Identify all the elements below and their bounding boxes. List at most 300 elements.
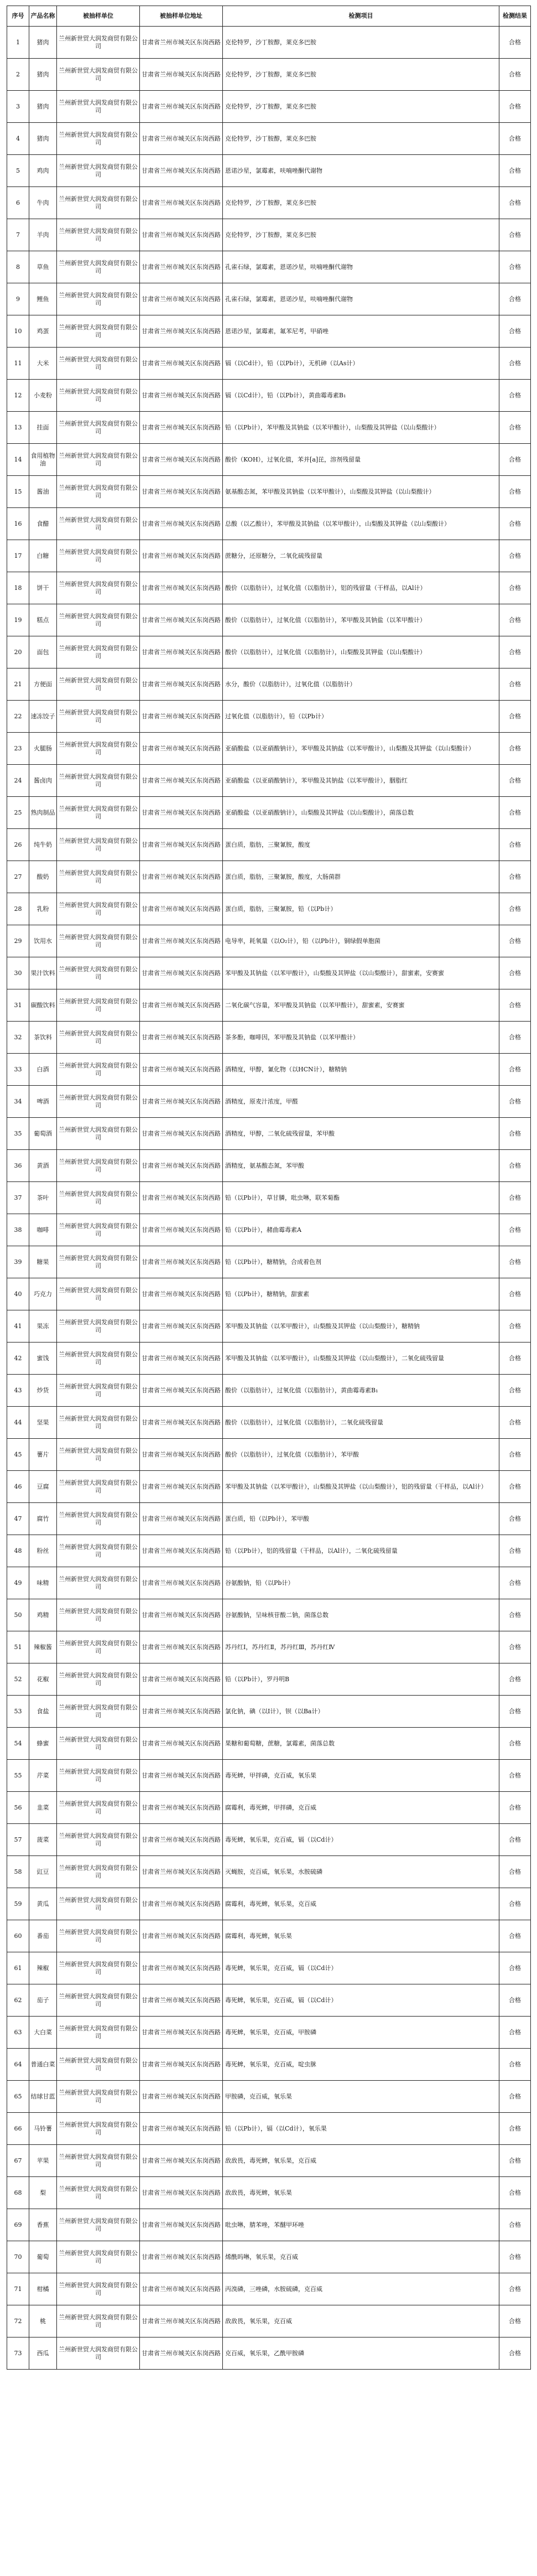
cell-test-items: 铅（以Pb计），草甘膦，吡虫啉，联苯菊酯 — [223, 1182, 499, 1214]
cell-sampled-unit-address: 甘肃省兰州市城关区东岗西路 — [140, 1824, 223, 1856]
table-row — [7, 957, 531, 989]
cell-test-result: 合格 — [499, 1792, 531, 1824]
cell-test-items: 克百威，氧乐果，乙酰甲胺磷 — [223, 2337, 499, 2370]
table-row — [7, 348, 531, 380]
table-row — [7, 1888, 531, 1920]
cell-index: 40 — [7, 1278, 29, 1310]
cell-test-items: 丙溴磷，三唑磷，水胺硫磷，克百威 — [223, 2273, 499, 2305]
cell-sampled-unit: 兰州新世贸大润发商贸有限公司 — [57, 1375, 140, 1407]
cell-product-name: 鸡蛋 — [29, 315, 57, 348]
cell-test-result: 合格 — [499, 701, 531, 733]
cell-test-result: 合格 — [499, 1535, 531, 1567]
cell-test-items: 敌敌畏，氧乐果，克百威 — [223, 2305, 499, 2337]
table-row — [7, 1246, 531, 1278]
cell-index: 58 — [7, 1856, 29, 1888]
cell-sampled-unit: 兰州新世贸大润发商贸有限公司 — [57, 1118, 140, 1150]
table-row — [7, 668, 531, 701]
cell-sampled-unit: 兰州新世贸大润发商贸有限公司 — [57, 1856, 140, 1888]
cell-sampled-unit-address: 甘肃省兰州市城关区东岗西路 — [140, 572, 223, 604]
cell-sampled-unit-address: 甘肃省兰州市城关区东岗西路 — [140, 508, 223, 540]
cell-index: 61 — [7, 1952, 29, 1984]
cell-product-name: 菠菜 — [29, 1824, 57, 1856]
cell-test-items: 蛋白质，脂肪，三聚氰胺，酸度，大肠菌群 — [223, 861, 499, 893]
table-row — [7, 1952, 531, 1984]
cell-index: 32 — [7, 1022, 29, 1054]
cell-test-items: 恩诺沙星，氯霉素，呋喃唑酮代谢物 — [223, 155, 499, 187]
cell-product-name: 葡萄酒 — [29, 1118, 57, 1150]
cell-product-name: 茄子 — [29, 1984, 57, 2017]
cell-sampled-unit-address: 甘肃省兰州市城关区东岗西路 — [140, 123, 223, 155]
cell-sampled-unit-address: 甘肃省兰州市城关区东岗西路 — [140, 1760, 223, 1792]
cell-test-items: 烯酰吗啉，氧乐果，克百威 — [223, 2241, 499, 2273]
table-row — [7, 283, 531, 315]
cell-sampled-unit: 兰州新世贸大润发商贸有限公司 — [57, 1182, 140, 1214]
table-row — [7, 1182, 531, 1214]
cell-test-result: 合格 — [499, 2273, 531, 2305]
cell-sampled-unit-address: 甘肃省兰州市城关区东岗西路 — [140, 1054, 223, 1086]
cell-sampled-unit-address: 甘肃省兰州市城关区东岗西路 — [140, 155, 223, 187]
cell-sampled-unit-address: 甘肃省兰州市城关区东岗西路 — [140, 2337, 223, 2370]
cell-sampled-unit: 兰州新世贸大润发商贸有限公司 — [57, 1022, 140, 1054]
cell-test-result: 合格 — [499, 1760, 531, 1792]
table-row — [7, 1310, 531, 1343]
cell-test-items: 克伦特罗，沙丁胺醇，莱克多巴胺 — [223, 187, 499, 219]
cell-sampled-unit-address: 甘肃省兰州市城关区东岗西路 — [140, 668, 223, 701]
cell-sampled-unit-address: 甘肃省兰州市城关区东岗西路 — [140, 380, 223, 412]
cell-sampled-unit-address: 甘肃省兰州市城关区东岗西路 — [140, 2209, 223, 2241]
cell-test-items: 克伦特罗，沙丁胺醇，莱克多巴胺 — [223, 27, 499, 59]
cell-sampled-unit: 兰州新世贸大润发商贸有限公司 — [57, 2209, 140, 2241]
cell-test-result: 合格 — [499, 1246, 531, 1278]
header-sampled-unit: 被抽样单位 — [57, 6, 140, 27]
cell-sampled-unit-address: 甘肃省兰州市城关区东岗西路 — [140, 1728, 223, 1760]
cell-index: 62 — [7, 1984, 29, 2017]
cell-index: 64 — [7, 2049, 29, 2081]
cell-product-name: 猪肉 — [29, 27, 57, 59]
cell-product-name: 味精 — [29, 1567, 57, 1599]
cell-sampled-unit: 兰州新世贸大润发商贸有限公司 — [57, 412, 140, 444]
cell-test-items: 毒死蜱，氧乐果，克百威，镉（以Cd计） — [223, 1824, 499, 1856]
cell-sampled-unit: 兰州新世贸大润发商贸有限公司 — [57, 1054, 140, 1086]
cell-test-items: 铅（以Pb计），镉（以Cd计），氧乐果 — [223, 2113, 499, 2145]
cell-sampled-unit: 兰州新世贸大润发商贸有限公司 — [57, 636, 140, 668]
cell-product-name: 糖果 — [29, 1246, 57, 1278]
inspection-results-table — [7, 6, 531, 2370]
cell-test-result: 合格 — [499, 668, 531, 701]
cell-product-name: 猪肉 — [29, 59, 57, 91]
table-row — [7, 2337, 531, 2370]
cell-product-name: 结球甘蓝 — [29, 2081, 57, 2113]
cell-test-result: 合格 — [499, 315, 531, 348]
table-row — [7, 2241, 531, 2273]
cell-product-name: 咖啡 — [29, 1214, 57, 1246]
cell-test-result: 合格 — [499, 1439, 531, 1471]
cell-index: 38 — [7, 1214, 29, 1246]
cell-sampled-unit-address: 甘肃省兰州市城关区东岗西路 — [140, 636, 223, 668]
cell-product-name: 炒货 — [29, 1375, 57, 1407]
table-row — [7, 797, 531, 829]
cell-index: 42 — [7, 1343, 29, 1375]
cell-product-name: 坚果 — [29, 1407, 57, 1439]
cell-test-items: 铅（以Pb计），糖精钠，合成着色剂 — [223, 1246, 499, 1278]
cell-sampled-unit: 兰州新世贸大润发商贸有限公司 — [57, 797, 140, 829]
cell-sampled-unit: 兰州新世贸大润发商贸有限公司 — [57, 1824, 140, 1856]
cell-product-name: 茶饮料 — [29, 1022, 57, 1054]
cell-test-result: 合格 — [499, 1310, 531, 1343]
cell-test-items: 酒精度，原麦汁浓度，甲醛 — [223, 1086, 499, 1118]
cell-test-result: 合格 — [499, 733, 531, 765]
cell-index: 29 — [7, 925, 29, 957]
cell-test-result: 合格 — [499, 1856, 531, 1888]
cell-product-name: 鲤鱼 — [29, 283, 57, 315]
cell-test-items: 水分，酸价（以脂肪计），过氧化值（以脂肪计） — [223, 668, 499, 701]
cell-test-items: 毒死蜱，氧乐果，克百威，啶虫脒 — [223, 2049, 499, 2081]
cell-index: 44 — [7, 1407, 29, 1439]
cell-sampled-unit-address: 甘肃省兰州市城关区东岗西路 — [140, 1278, 223, 1310]
cell-test-result: 合格 — [499, 476, 531, 508]
cell-test-items: 酒精度，甲醇，氰化物（以HCN计），糖精钠 — [223, 1054, 499, 1086]
cell-sampled-unit: 兰州新世贸大润发商贸有限公司 — [57, 508, 140, 540]
cell-index: 28 — [7, 893, 29, 925]
table-row — [7, 701, 531, 733]
cell-sampled-unit: 兰州新世贸大润发商贸有限公司 — [57, 1535, 140, 1567]
cell-test-result: 合格 — [499, 604, 531, 636]
cell-sampled-unit-address: 甘肃省兰州市城关区东岗西路 — [140, 91, 223, 123]
cell-test-result: 合格 — [499, 893, 531, 925]
cell-sampled-unit: 兰州新世贸大润发商贸有限公司 — [57, 1471, 140, 1503]
cell-sampled-unit-address: 甘肃省兰州市城关区东岗西路 — [140, 1439, 223, 1471]
cell-product-name: 白糖 — [29, 540, 57, 572]
cell-product-name: 普通白菜 — [29, 2049, 57, 2081]
cell-sampled-unit-address: 甘肃省兰州市城关区东岗西路 — [140, 1503, 223, 1535]
cell-sampled-unit: 兰州新世贸大润发商贸有限公司 — [57, 1792, 140, 1824]
cell-index: 19 — [7, 604, 29, 636]
table-row — [7, 1856, 531, 1888]
cell-test-result: 合格 — [499, 2113, 531, 2145]
cell-sampled-unit: 兰州新世贸大润发商贸有限公司 — [57, 1343, 140, 1375]
cell-sampled-unit-address: 甘肃省兰州市城关区东岗西路 — [140, 829, 223, 861]
cell-index: 39 — [7, 1246, 29, 1278]
cell-sampled-unit: 兰州新世贸大润发商贸有限公司 — [57, 91, 140, 123]
cell-product-name: 梨 — [29, 2177, 57, 2209]
cell-test-result: 合格 — [499, 1984, 531, 2017]
cell-product-name: 方便面 — [29, 668, 57, 701]
cell-sampled-unit: 兰州新世贸大润发商贸有限公司 — [57, 2241, 140, 2273]
cell-sampled-unit-address: 甘肃省兰州市城关区东岗西路 — [140, 1182, 223, 1214]
cell-index: 30 — [7, 957, 29, 989]
table-row — [7, 1920, 531, 1952]
cell-sampled-unit: 兰州新世贸大润发商贸有限公司 — [57, 668, 140, 701]
cell-test-items: 毒死蜱，氧乐果，克百威，镉（以Cd计） — [223, 1984, 499, 2017]
cell-sampled-unit: 兰州新世贸大润发商贸有限公司 — [57, 1278, 140, 1310]
cell-product-name: 速冻饺子 — [29, 701, 57, 733]
cell-sampled-unit: 兰州新世贸大润发商贸有限公司 — [57, 1310, 140, 1343]
cell-test-items: 酸价（以脂肪计），过氧化值（以脂肪计），苯甲酸及其钠盐（以苯甲酸计） — [223, 604, 499, 636]
cell-sampled-unit: 兰州新世贸大润发商贸有限公司 — [57, 123, 140, 155]
cell-test-result: 合格 — [499, 187, 531, 219]
cell-sampled-unit: 兰州新世贸大润发商贸有限公司 — [57, 1246, 140, 1278]
cell-test-items: 酒精度，氨基酸态氮，苯甲酸 — [223, 1150, 499, 1182]
cell-sampled-unit: 兰州新世贸大润发商贸有限公司 — [57, 733, 140, 765]
cell-index: 14 — [7, 444, 29, 476]
cell-product-name: 啤酒 — [29, 1086, 57, 1118]
cell-product-name: 柑橘 — [29, 2273, 57, 2305]
cell-sampled-unit-address: 甘肃省兰州市城关区东岗西路 — [140, 1343, 223, 1375]
cell-index: 8 — [7, 251, 29, 283]
table-row — [7, 1663, 531, 1696]
cell-test-items: 敌敌畏，毒死蜱，氧乐果，克百威 — [223, 2145, 499, 2177]
cell-test-items: 亚硝酸盐（以亚硝酸钠计），山梨酸及其钾盐（以山梨酸计），菌落总数 — [223, 797, 499, 829]
cell-sampled-unit: 兰州新世贸大润发商贸有限公司 — [57, 59, 140, 91]
cell-sampled-unit-address: 甘肃省兰州市城关区东岗西路 — [140, 412, 223, 444]
cell-product-name: 芹菜 — [29, 1760, 57, 1792]
cell-index: 37 — [7, 1182, 29, 1214]
header-index: 序号 — [7, 6, 29, 27]
cell-index: 18 — [7, 572, 29, 604]
cell-test-result: 合格 — [499, 797, 531, 829]
cell-test-result: 合格 — [499, 2337, 531, 2370]
cell-sampled-unit: 兰州新世贸大润发商贸有限公司 — [57, 540, 140, 572]
cell-test-result: 合格 — [499, 829, 531, 861]
cell-test-result: 合格 — [499, 91, 531, 123]
cell-product-name: 酸奶 — [29, 861, 57, 893]
cell-sampled-unit: 兰州新世贸大润发商贸有限公司 — [57, 27, 140, 59]
cell-test-items: 克伦特罗，沙丁胺醇，莱克多巴胺 — [223, 219, 499, 251]
cell-test-items: 克伦特罗，沙丁胺醇，莱克多巴胺 — [223, 91, 499, 123]
cell-sampled-unit: 兰州新世贸大润发商贸有限公司 — [57, 1150, 140, 1182]
cell-index: 63 — [7, 2017, 29, 2049]
cell-test-result: 合格 — [499, 2145, 531, 2177]
cell-index: 57 — [7, 1824, 29, 1856]
cell-index: 55 — [7, 1760, 29, 1792]
cell-sampled-unit-address: 甘肃省兰州市城关区东岗西路 — [140, 1214, 223, 1246]
cell-product-name: 猪肉 — [29, 123, 57, 155]
table-row — [7, 989, 531, 1022]
cell-product-name: 小麦粉 — [29, 380, 57, 412]
cell-test-items: 亚硝酸盐（以亚硝酸钠计），苯甲酸及其钠盐（以苯甲酸计），胭脂红 — [223, 765, 499, 797]
header-row — [7, 6, 531, 27]
table-row — [7, 1567, 531, 1599]
cell-index: 56 — [7, 1792, 29, 1824]
cell-index: 1 — [7, 27, 29, 59]
cell-sampled-unit: 兰州新世贸大润发商贸有限公司 — [57, 283, 140, 315]
cell-test-items: 苏丹红Ⅰ，苏丹红Ⅱ，苏丹红Ⅲ，苏丹红Ⅳ — [223, 1631, 499, 1663]
cell-sampled-unit-address: 甘肃省兰州市城关区东岗西路 — [140, 1631, 223, 1663]
cell-product-name: 鸡精 — [29, 1599, 57, 1631]
cell-index: 36 — [7, 1150, 29, 1182]
cell-sampled-unit: 兰州新世贸大润发商贸有限公司 — [57, 444, 140, 476]
cell-test-result: 合格 — [499, 1407, 531, 1439]
cell-test-items: 腐霉利，毒死蜱，甲拌磷，克百威 — [223, 1792, 499, 1824]
cell-test-items: 酸价（以脂肪计），过氧化值（以脂肪计），铝的残留量（干样品，以Al计） — [223, 572, 499, 604]
cell-product-name: 猪肉 — [29, 91, 57, 123]
cell-product-name: 巧克力 — [29, 1278, 57, 1310]
cell-test-items: 铅（以Pb计），苯甲酸及其钠盐（以苯甲酸计），山梨酸及其钾盐（以山梨酸计） — [223, 412, 499, 444]
table-row — [7, 1728, 531, 1760]
cell-sampled-unit-address: 甘肃省兰州市城关区东岗西路 — [140, 893, 223, 925]
table-row — [7, 733, 531, 765]
cell-product-name: 糕点 — [29, 604, 57, 636]
cell-index: 52 — [7, 1663, 29, 1696]
table-row — [7, 2273, 531, 2305]
cell-test-items: 谷氨酸钠，铅（以Pb计） — [223, 1567, 499, 1599]
cell-sampled-unit: 兰州新世贸大润发商贸有限公司 — [57, 2017, 140, 2049]
cell-test-result: 合格 — [499, 2305, 531, 2337]
cell-test-items: 吡虫啉，腈苯唑，苯醚甲环唑 — [223, 2209, 499, 2241]
cell-sampled-unit-address: 甘肃省兰州市城关区东岗西路 — [140, 2145, 223, 2177]
cell-test-result: 合格 — [499, 636, 531, 668]
table-row — [7, 1631, 531, 1663]
cell-index: 65 — [7, 2081, 29, 2113]
cell-index: 60 — [7, 1920, 29, 1952]
cell-index: 43 — [7, 1375, 29, 1407]
cell-sampled-unit: 兰州新世贸大润发商贸有限公司 — [57, 701, 140, 733]
cell-test-result: 合格 — [499, 2209, 531, 2241]
cell-sampled-unit: 兰州新世贸大润发商贸有限公司 — [57, 1888, 140, 1920]
header-product-name: 产品名称 — [29, 6, 57, 27]
cell-product-name: 饮用水 — [29, 925, 57, 957]
cell-sampled-unit-address: 甘肃省兰州市城关区东岗西路 — [140, 1086, 223, 1118]
cell-sampled-unit-address: 甘肃省兰州市城关区东岗西路 — [140, 1375, 223, 1407]
cell-test-items: 谷氨酸钠，呈味核苷酸二钠，菌落总数 — [223, 1599, 499, 1631]
cell-index: 25 — [7, 797, 29, 829]
cell-test-result: 合格 — [499, 1663, 531, 1696]
cell-product-name: 食盐 — [29, 1696, 57, 1728]
cell-test-result: 合格 — [499, 2081, 531, 2113]
cell-index: 49 — [7, 1567, 29, 1599]
cell-index: 69 — [7, 2209, 29, 2241]
cell-sampled-unit-address: 甘肃省兰州市城关区东岗西路 — [140, 925, 223, 957]
cell-test-result: 合格 — [499, 957, 531, 989]
cell-index: 53 — [7, 1696, 29, 1728]
cell-sampled-unit-address: 甘肃省兰州市城关区东岗西路 — [140, 1984, 223, 2017]
cell-index: 50 — [7, 1599, 29, 1631]
cell-product-name: 番茄 — [29, 1920, 57, 1952]
cell-index: 13 — [7, 412, 29, 444]
cell-sampled-unit: 兰州新世贸大润发商贸有限公司 — [57, 1920, 140, 1952]
table-row — [7, 476, 531, 508]
cell-sampled-unit: 兰州新世贸大润发商贸有限公司 — [57, 1728, 140, 1760]
cell-sampled-unit: 兰州新世贸大润发商贸有限公司 — [57, 2177, 140, 2209]
cell-test-result: 合格 — [499, 1471, 531, 1503]
cell-product-name: 桃 — [29, 2305, 57, 2337]
cell-sampled-unit-address: 甘肃省兰州市城关区东岗西路 — [140, 283, 223, 315]
table-row — [7, 2049, 531, 2081]
cell-index: 15 — [7, 476, 29, 508]
cell-index: 6 — [7, 187, 29, 219]
cell-test-result: 合格 — [499, 1150, 531, 1182]
cell-sampled-unit: 兰州新世贸大润发商贸有限公司 — [57, 765, 140, 797]
cell-index: 34 — [7, 1086, 29, 1118]
cell-sampled-unit-address: 甘肃省兰州市城关区东岗西路 — [140, 1856, 223, 1888]
cell-product-name: 火腿肠 — [29, 733, 57, 765]
cell-product-name: 食用植物油 — [29, 444, 57, 476]
table-row — [7, 540, 531, 572]
cell-sampled-unit: 兰州新世贸大润发商贸有限公司 — [57, 380, 140, 412]
cell-sampled-unit: 兰州新世贸大润发商贸有限公司 — [57, 1086, 140, 1118]
cell-product-name: 面包 — [29, 636, 57, 668]
cell-test-items: 镉（以Cd计），铅（以Pb计），无机砷（以As计） — [223, 348, 499, 380]
cell-product-name: 饼干 — [29, 572, 57, 604]
table-row — [7, 91, 531, 123]
cell-sampled-unit-address: 甘肃省兰州市城关区东岗西路 — [140, 2241, 223, 2273]
cell-product-name: 豆腐 — [29, 1471, 57, 1503]
cell-sampled-unit-address: 甘肃省兰州市城关区东岗西路 — [140, 1246, 223, 1278]
cell-index: 47 — [7, 1503, 29, 1535]
table-row — [7, 2305, 531, 2337]
cell-product-name: 白酒 — [29, 1054, 57, 1086]
cell-test-result: 合格 — [499, 1824, 531, 1856]
cell-test-result: 合格 — [499, 989, 531, 1022]
cell-sampled-unit: 兰州新世贸大润发商贸有限公司 — [57, 1760, 140, 1792]
cell-sampled-unit: 兰州新世贸大润发商贸有限公司 — [57, 604, 140, 636]
cell-test-result: 合格 — [499, 1920, 531, 1952]
cell-sampled-unit-address: 甘肃省兰州市城关区东岗西路 — [140, 861, 223, 893]
table-row — [7, 1599, 531, 1631]
cell-product-name: 薯片 — [29, 1439, 57, 1471]
cell-test-result: 合格 — [499, 572, 531, 604]
cell-test-items: 苯甲酸及其钠盐（以苯甲酸计），山梨酸及其钾盐（以山梨酸计），糖精钠 — [223, 1310, 499, 1343]
cell-test-result: 合格 — [499, 1696, 531, 1728]
cell-sampled-unit-address: 甘肃省兰州市城关区东岗西路 — [140, 1663, 223, 1696]
cell-test-result: 合格 — [499, 123, 531, 155]
cell-sampled-unit-address: 甘肃省兰州市城关区东岗西路 — [140, 701, 223, 733]
cell-test-result: 合格 — [499, 1888, 531, 1920]
cell-product-name: 西瓜 — [29, 2337, 57, 2370]
cell-test-items: 氨基酸态氮，苯甲酸及其钠盐（以苯甲酸计），山梨酸及其钾盐（以山梨酸计） — [223, 476, 499, 508]
header-test-result: 检测结果 — [499, 6, 531, 27]
cell-product-name: 果汁饮料 — [29, 957, 57, 989]
cell-sampled-unit-address: 甘肃省兰州市城关区东岗西路 — [140, 2305, 223, 2337]
cell-test-items: 腐霉利，毒死蜱，氧乐果 — [223, 1920, 499, 1952]
cell-index: 27 — [7, 861, 29, 893]
cell-sampled-unit-address: 甘肃省兰州市城关区东岗西路 — [140, 2017, 223, 2049]
cell-sampled-unit: 兰州新世贸大润发商贸有限公司 — [57, 2049, 140, 2081]
cell-sampled-unit-address: 甘肃省兰州市城关区东岗西路 — [140, 476, 223, 508]
cell-sampled-unit-address: 甘肃省兰州市城关区东岗西路 — [140, 1952, 223, 1984]
cell-test-items: 茶多酚，咖啡因，苯甲酸及其钠盐（以苯甲酸计） — [223, 1022, 499, 1054]
cell-sampled-unit-address: 甘肃省兰州市城关区东岗西路 — [140, 1567, 223, 1599]
table-row — [7, 123, 531, 155]
cell-product-name: 马铃薯 — [29, 2113, 57, 2145]
cell-sampled-unit: 兰州新世贸大润发商贸有限公司 — [57, 315, 140, 348]
cell-test-result: 合格 — [499, 1086, 531, 1118]
cell-sampled-unit-address: 甘肃省兰州市城关区东岗西路 — [140, 1920, 223, 1952]
cell-index: 24 — [7, 765, 29, 797]
cell-sampled-unit: 兰州新世贸大润发商贸有限公司 — [57, 861, 140, 893]
table-row — [7, 2177, 531, 2209]
cell-index: 20 — [7, 636, 29, 668]
cell-index: 35 — [7, 1118, 29, 1150]
cell-index: 51 — [7, 1631, 29, 1663]
cell-test-items: 克伦特罗，沙丁胺醇，莱克多巴胺 — [223, 123, 499, 155]
cell-test-result: 合格 — [499, 508, 531, 540]
cell-product-name: 大白菜 — [29, 2017, 57, 2049]
cell-sampled-unit: 兰州新世贸大润发商贸有限公司 — [57, 2273, 140, 2305]
cell-sampled-unit: 兰州新世贸大润发商贸有限公司 — [57, 1214, 140, 1246]
cell-product-name: 腐竹 — [29, 1503, 57, 1535]
table-row — [7, 1375, 531, 1407]
cell-index: 68 — [7, 2177, 29, 2209]
cell-test-items: 过氧化值（以脂肪计），铅（以Pb计） — [223, 701, 499, 733]
cell-sampled-unit-address: 甘肃省兰州市城关区东岗西路 — [140, 1310, 223, 1343]
cell-sampled-unit-address: 甘肃省兰州市城关区东岗西路 — [140, 187, 223, 219]
cell-test-items: 亚硝酸盐（以亚硝酸钠计），苯甲酸及其钠盐（以苯甲酸计），山梨酸及其钾盐（以山梨酸计） — [223, 733, 499, 765]
cell-test-items: 酸价（以脂肪计），过氧化值（以脂肪计），山梨酸及其钾盐（以山梨酸计） — [223, 636, 499, 668]
cell-test-result: 合格 — [499, 861, 531, 893]
table-row — [7, 1984, 531, 2017]
cell-sampled-unit: 兰州新世贸大润发商贸有限公司 — [57, 2305, 140, 2337]
